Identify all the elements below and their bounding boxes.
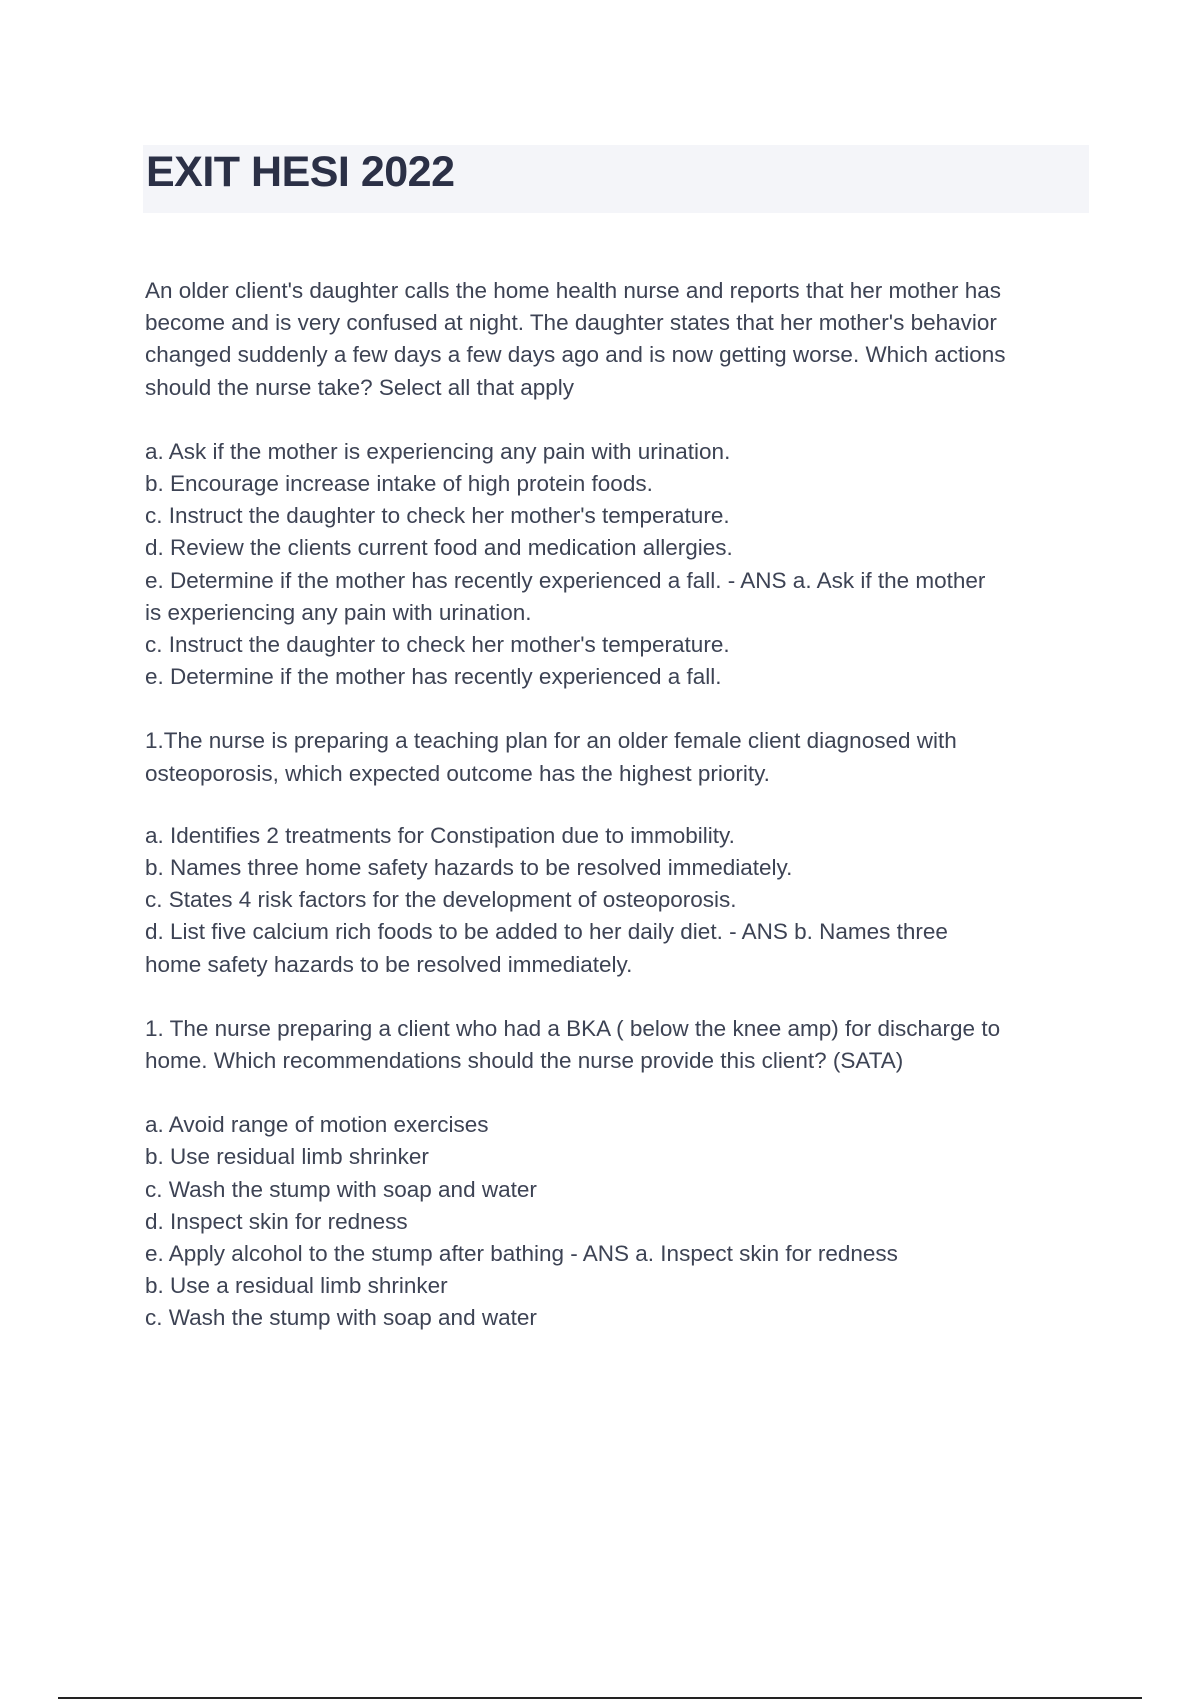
question-1-stem: An older client's daughter calls the home health nurse and reports that her mother has become and is very confused at night. The daughter states that her mother's behavior changed suddenly a few days a few days ago and is now getting worse. Which actions should the nurse take? Select all that apply xyxy=(145,278,1006,400)
question-1-options-answer: a. Ask if the mother is experiencing any pain with urination. b. Encourage increase intake of high protein foods. c. Instruct the daughter to check her mother's temperature. d. Review the clients current food and medication allergies. e. Determine if the mother has recently experienced a fall. - ANS a. Ask if the mother is experiencing any pain with urination. c. Instruct the daughter to check her mother's temperature. e. Determine if the mother has recently experienced a fall. xyxy=(145,438,986,690)
document-title: EXIT HESI 2022 xyxy=(146,148,455,196)
question-2-stem: 1.The nurse is preparing a teaching plan for an older female client diagnosed with osteoporosis, which expected outcome has the highest priority. xyxy=(145,728,957,786)
question-3-options-answer: a. Avoid range of motion exercises b. Use residual limb shrinker c. Wash the stump with soap and water d. Inspect skin for redness e. Apply alcohol to the stump after bathing - ANS a. Inspect skin for redness b. Use a residual limb shrinker c. Wash the stump with soap and water xyxy=(145,1112,898,1331)
question-2-options-answer: a. Identifies 2 treatments for Constipation due to immobility. b. Names three home safety hazards to be resolved immediately. c. States 4 risk factors for the development of osteoporosis. d. List five calcium rich foods to be added to her daily diet. - ANS b. Names three home safety hazards to be resolved immediately. xyxy=(145,822,948,977)
document-body xyxy=(145,275,1090,1335)
question-3-stem: 1. The nurse preparing a client who had a BKA ( below the knee amp) for discharge to home. Which recommendations should the nurse provide this client? (SATA) xyxy=(145,1015,1001,1074)
page-bottom-rule xyxy=(58,1697,1142,1699)
